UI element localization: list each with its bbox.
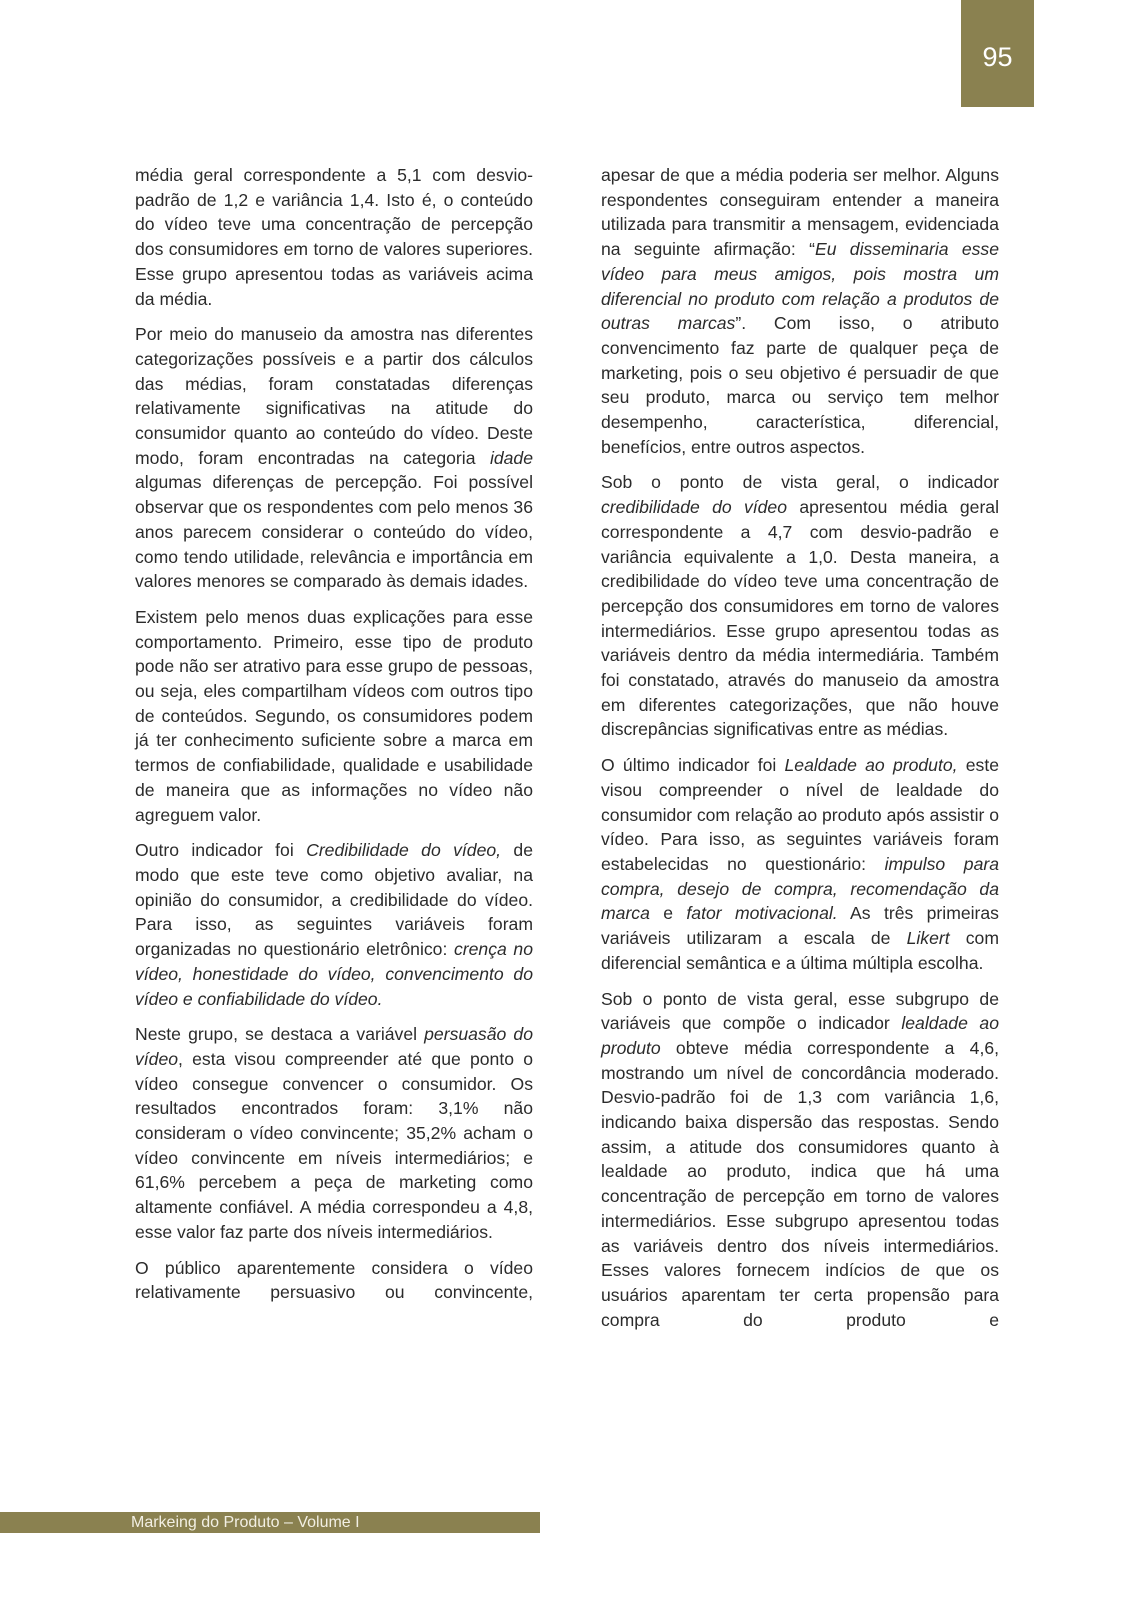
paragraph: apesar de que a média poderia ser melhor. Alguns respondentes conseguiram entender a maneira utilizada para transmitir a mensagem, evidenciada na seguinte afirmação: “Eu disseminaria esse vídeo para meus amigos, pois mostra um diferencial no produto com relação a produtos de outras marcas”. Com isso, o atributo convencimento faz parte de qualquer peça de marketing, pois o seu objetivo é persuadir de que seu produto, marca ou serviço tem melhor desempenho, característica, diferencial, benefícios, entre outros aspectos. (601, 165, 999, 457)
paragraph: Existem pelo menos duas explicações para esse comportamento. Primeiro, esse tipo de produto pode não ser atrativo para esse grupo de pessoas, ou seja, eles compartilham vídeos com outros tipo de conteúdos. Segundo, os consumidores podem já ter conhecimento suficiente sobre a marca em termos de confiabilidade, qualidade e usabilidade de maneira que as informações no vídeo não agreguem valor. (135, 606, 533, 825)
paragraph: Por meio do manuseio da amostra nas diferentes categorizações possíveis e a partir dos cálculos das médias, foram constatadas diferenças relativamente significativas na atitude do consumidor quanto ao conteúdo do vídeo. Deste modo, foram encontradas na categoria idade algumas diferenças de percepção. Foi possível observar que os respondentes com pelo menos 36 anos parecem considerar o conteúdo do vídeo, como tendo utilidade, relevância e importância em valores menores se comparado às demais idades. (135, 324, 533, 592)
paragraph: Neste grupo, se destaca a variável persuasão do vídeo, esta visou compreender até que ponto o vídeo consegue convencer o consumidor. Os resultados encontrados foram: 3,1% não consideram o vídeo convincente; 35,2% acham o vídeo convincente em níveis intermediários; e 61,6% percebem a peça de marketing como altamente confiável. A média correspondeu a 4,8, esse valor faz parte dos níveis intermediários. (135, 1024, 533, 1242)
left-column (135, 163, 533, 1316)
footer-title: Markeing do Produto – Volume I (131, 1514, 360, 1531)
page-number-tab (961, 0, 1034, 107)
paragraph: média geral correspondente a 5,1 com desvio-padrão de 1,2 e variância 1,4. Isto é, o conteúdo do vídeo teve uma concentração de percepção dos consumidores em torno de valores superiores. Esse grupo apresentou todas as variáveis acima da média. (135, 165, 533, 309)
paragraph: Sob o ponto de vista geral, esse subgrupo de variáveis que compõe o indicador lealdade ao produto obteve média correspondente a 4,6, mostrando um nível de concordância moderado. Desvio-padrão foi de 1,3 com variância 1,6, indicando baixa dispersão das respostas. Sendo assim, a atitude dos consumidores quanto à lealdade ao produto, indica que há uma concentração de percepção em torno de valores intermediários. Esse subgrupo apresentou todas as variáveis dentro dos níveis intermediários. Esses valores fornecem indícios de que os usuários aparentam ter certa propensão para compra do produto e (601, 988, 999, 1330)
right-column (601, 163, 999, 1343)
paragraph: O público aparentemente considera o vídeo relativamente persuasivo ou convincente, (135, 1257, 533, 1303)
paragraph: Outro indicador foi Credibilidade do vídeo, de modo que este teve como objetivo avaliar, na opinião do consumidor, a credibilidade do vídeo. Para isso, as seguintes variáveis foram organizadas no questionário eletrônico: crença no vídeo, honestidade do vídeo, convencimento do vídeo e confiabilidade do vídeo. (135, 840, 533, 1009)
paragraph: O último indicador foi Lealdade ao produto, este visou compreender o nível de lealdade do consumidor com relação ao produto após assistir o vídeo. Para isso, as seguintes variáveis foram estabelecidas no questionário: impulso para compra, desejo de compra, recomendação da marca e fator motivacional. As três primeiras variáveis utilizaram a escala de Likert com diferencial semântica e a última múltipla escolha. (601, 755, 1000, 973)
page-number: 95 (982, 42, 1013, 72)
footer-bar (0, 1512, 540, 1533)
paragraph: Sob o ponto de vista geral, o indicador credibilidade do vídeo apresentou média geral correspondente a 4,7 com desvio-padrão e variância equivalente a 1,0. Desta maneira, a credibilidade do vídeo teve uma concentração de percepção dos consumidores em torno de valores intermediários. Esse grupo apresentou todas as variáveis dentro da média intermediária. Também foi constatado, através do manuseio da amostra em diferentes categorizações, que não houve discrepâncias significativas entre as médias. (601, 472, 1000, 740)
